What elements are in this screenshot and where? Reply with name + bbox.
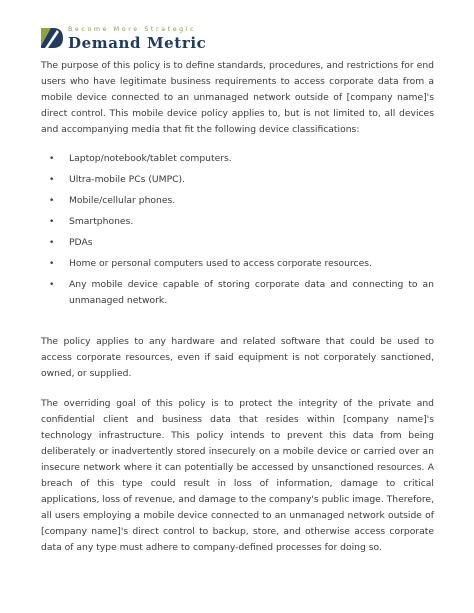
list-item — [41, 277, 434, 309]
bullet-icon: • — [49, 196, 55, 206]
list-item-text: Home or personal computers used to access corporate resources. — [69, 258, 372, 269]
list-item-text: Any mobile device capable of storing corporate data and connecting to an unmanaged network. — [69, 279, 434, 306]
logo-mark-icon — [40, 27, 64, 49]
list-item — [41, 193, 434, 209]
scope-paragraph: The policy applies to any hardware and related software that could be used to access corporate resources, even if said equipment is not corporately sanctioned, owned, or supplied. — [41, 336, 434, 379]
list-item — [41, 172, 434, 188]
list-item-text: Ultra-mobile PCs (UMPC). — [69, 174, 186, 185]
list-item — [41, 214, 434, 230]
bullet-icon: • — [49, 175, 55, 185]
bullet-icon: • — [49, 238, 55, 248]
list-item-text: Mobile/cellular phones. — [69, 195, 176, 206]
list-item — [41, 235, 434, 251]
document-body — [41, 58, 434, 556]
list-item — [41, 256, 434, 272]
list-item-text: Smartphones. — [69, 216, 134, 227]
bullet-icon: • — [49, 259, 55, 269]
goal-paragraph: The overriding goal of this policy is to protect the integrity of the private and confidential client and business data that resides within [company name]'s technology infrastructure. This policy intends to prevent this data from being deliberately or inadvertently stored insecurely on a mobile device or carried over an insecure network where it can potentially be accessed by unsanctioned resources. A breach of this type could result in loss of information, damage to critical applications, loss of revenue, and damage to the company's public image. Therefore, all users employing a mobile device connected to an unmanaged network outside of [company name]'s direct control to backup, store, and otherwise access corporate data of any type must adhere to company-defined processes for doing so. — [41, 398, 434, 553]
bullet-icon: • — [49, 217, 55, 227]
demand-metric-logo — [40, 25, 280, 51]
bullet-icon: • — [49, 154, 55, 164]
logo-name: Demand Metric — [68, 34, 207, 52]
list-item-text: PDAs — [69, 237, 93, 248]
device-classification-list — [41, 151, 434, 309]
logo-tagline: Become More Strategic — [68, 26, 197, 33]
bullet-icon: • — [49, 280, 55, 290]
list-item — [41, 151, 434, 167]
list-item-text: Laptop/notebook/tablet computers. — [69, 153, 232, 164]
intro-paragraph: The purpose of this policy is to define standards, procedures, and restrictions for end users who have legitimate business requirements to access corporate data from a mobile device connected to an unmanaged network outside of [company name]'s direct control. This mobile device policy applies to, but is not limited to, all devices and accompanying media that fit the following device classifications: — [41, 60, 434, 135]
